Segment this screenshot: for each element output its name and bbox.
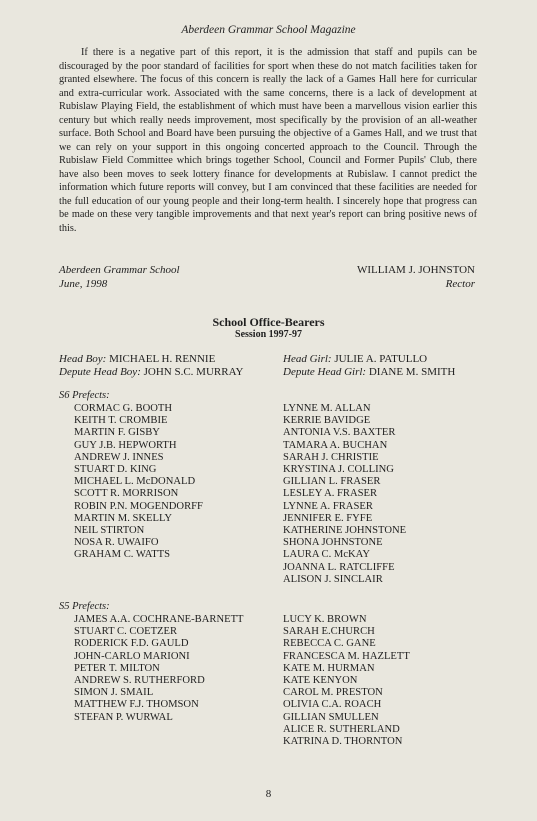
prefect-name: SCOTT R. MORRISON <box>74 488 179 500</box>
prefect-name: LYNNE A. FRASER <box>283 500 373 512</box>
prefect-name: CORMAC G. BOOTH <box>74 403 173 414</box>
prefect-name: LUCY K. BROWN <box>283 614 367 625</box>
prefect-name: STEFAN P. WURWAL <box>74 711 173 723</box>
head-girl-name: JULIE A. PATULLO <box>334 353 428 365</box>
prefect-name: SIMON J. SMAIL <box>74 687 154 699</box>
prefect-name: JENNIFER E. FYFE <box>283 512 373 524</box>
prefect-name: JOANNA L. RATCLIFFE <box>283 561 395 573</box>
prefect-name: ALICE R. SUTHERLAND <box>283 723 400 735</box>
prefect-name: MARTIN F. GISBY <box>74 427 160 439</box>
signature-school: Aberdeen Grammar School <box>59 264 180 276</box>
signature-title: Rector <box>445 278 475 290</box>
prefect-name: ROBIN P.N. MOGENDORFF <box>74 500 203 512</box>
prefect-name: KEITH T. CROMBIE <box>74 415 168 427</box>
depute-head-girl-line <box>283 366 455 378</box>
prefect-name: STUART D. KING <box>74 464 157 476</box>
prefect-name: ALISON J. SINCLAIR <box>283 573 383 585</box>
s6-girls-list <box>283 403 406 586</box>
prefect-name: GILLIAN L. FRASER <box>283 476 381 488</box>
section-session: Session 1997-97 <box>235 329 302 340</box>
depute-head-boy-name: JOHN S.C. MURRAY <box>143 366 244 378</box>
prefect-name: SARAH E.CHURCH <box>283 626 375 638</box>
prefect-name: LESLEY A. FRASER <box>283 488 378 500</box>
s5-boys-list <box>74 614 244 724</box>
depute-head-girl-name: DIANE M. SMITH <box>368 366 456 378</box>
report-paragraph: If there is a negative part of this report, it is the admission that staff and pupils can be discouraged by the poor standard of facilities for sport when these do not match facilities taken for granted elsewhere. The focus of this concern is really the lack of a Games Hall here for curricular and extra-curricular work. Associated with the same concerns, there is a lack of development at Rubislaw Playing Field, the establishment of which must have been a marvellous vision earlier this century but which really needs improvement, most specifically by the provision of an all-weather surface. Both School and Board have been pursuing the objective of a Games Hall, and we trust that we can rely on your support in this ongoing concerted approach to the Council. Through the Rubislaw Field Committee which brings together School, Council and Former Pupils' Club, there have also been moves to seek lottery finance for developments at Rubislaw. I cannot predict the information which future reports will convey, but I am convinced that these facilities are needed for the full education of our young people and their long-term health. I sincerely hope that progress can be made on these very tangible improvements and that next year's report can bring positive news of this. <box>59 47 477 234</box>
prefect-name: TAMARA A. BUCHAN <box>283 439 388 451</box>
head-boy-name: MICHAEL H. RENNIE <box>109 353 216 365</box>
depute-head-boy-line <box>59 366 243 378</box>
prefect-name: KERRIE BAVIDGE <box>283 415 371 427</box>
s5-girls-list <box>283 614 410 748</box>
prefect-name: KATRINA D. THORNTON <box>283 736 403 748</box>
prefect-name: ANTONIA V.S. BAXTER <box>283 427 396 439</box>
prefect-name: SARAH J. CHRISTIE <box>283 451 379 463</box>
prefect-name: KRYSTINA J. COLLING <box>283 464 394 476</box>
head-boy-label: Head Boy: <box>59 353 107 365</box>
prefect-name: LYNNE M. ALLAN <box>283 403 371 414</box>
prefect-name: KATHERINE JOHNSTONE <box>283 525 407 537</box>
prefect-name: KATE KENYON <box>283 675 358 687</box>
prefect-name: MICHAEL L. McDONALD <box>74 476 196 488</box>
head-boy-line <box>59 353 215 365</box>
prefect-name: NOSA R. UWAIFO <box>74 537 159 549</box>
section-title: School Office-Bearers <box>212 315 325 329</box>
prefect-name: OLIVIA C.A. ROACH <box>283 699 382 711</box>
running-head: Aberdeen Grammar School Magazine <box>181 24 356 36</box>
prefect-name: FRANCESCA M. HAZLETT <box>283 650 410 662</box>
prefect-name: MATTHEW F.J. THOMSON <box>74 699 199 711</box>
depute-head-girl-label: Depute Head Girl: <box>283 366 367 378</box>
prefect-name: STUART C. COETZER <box>74 626 178 638</box>
signature-name: WILLIAM J. JOHNSTON <box>356 264 475 276</box>
prefect-name: JOHN-CARLO MARIONI <box>74 650 190 662</box>
prefect-name: GUY J.B. HEPWORTH <box>74 439 177 451</box>
page-number: 8 <box>265 788 272 800</box>
prefect-name: KATE M. HURMAN <box>283 662 375 674</box>
signature-date: June, 1998 <box>59 278 108 290</box>
prefect-name: REBECCA C. GANE <box>283 638 376 650</box>
prefect-name: ANDREW J. INNES <box>74 451 164 463</box>
prefect-name: NEIL STIRTON <box>74 525 145 537</box>
head-girl-label: Head Girl: <box>283 353 332 365</box>
prefect-name: PETER T. MILTON <box>74 662 160 674</box>
prefect-name: ANDREW S. RUTHERFORD <box>74 675 205 687</box>
s6-prefects-label: S6 Prefects: <box>59 390 110 401</box>
prefect-name: MARTIN M. SKELLY <box>74 512 173 524</box>
prefect-name: SHONA JOHNSTONE <box>283 537 383 549</box>
s5-prefects-label: S5 Prefects: <box>59 601 110 612</box>
prefect-name: JAMES A.A. COCHRANE-BARNETT <box>74 614 244 625</box>
depute-head-boy-label: Depute Head Boy: <box>59 366 141 378</box>
prefect-name: GILLIAN SMULLEN <box>283 711 379 723</box>
prefect-name: LAURA C. McKAY <box>283 549 371 561</box>
prefect-name: CAROL M. PRESTON <box>283 687 383 699</box>
head-girl-line <box>283 353 427 365</box>
prefect-name: RODERICK F.D. GAULD <box>74 638 189 650</box>
prefect-name: GRAHAM C. WATTS <box>74 549 171 561</box>
s6-boys-list <box>74 403 203 562</box>
